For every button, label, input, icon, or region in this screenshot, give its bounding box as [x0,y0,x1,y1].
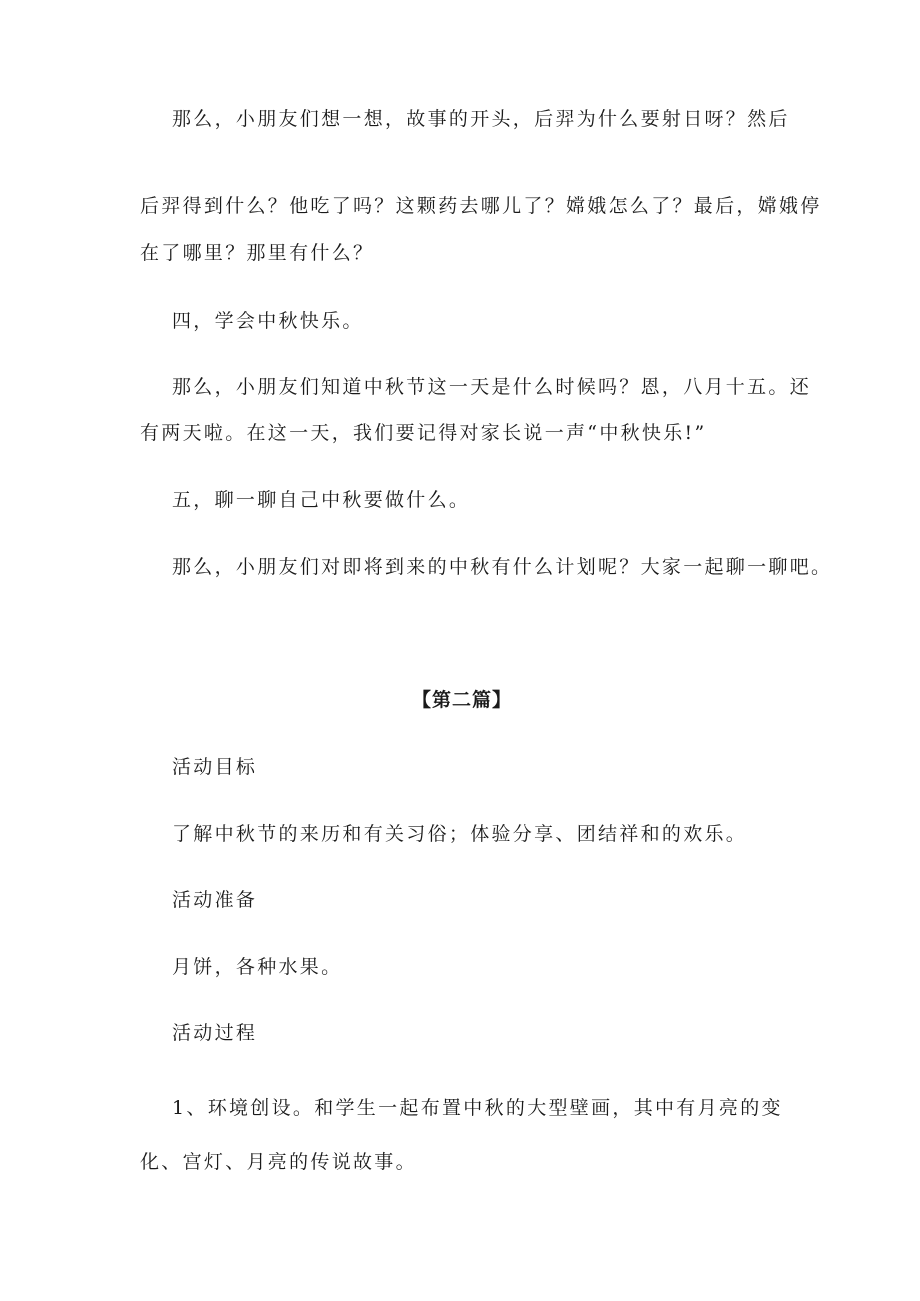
paragraph-line: 1、环境创设。和学生一起布置中秋的大型壁画，其中有月亮的变 [172,1097,783,1119]
section-heading: 活动准备 [172,889,258,911]
paragraph-line: 月饼，各种水果。 [172,956,343,978]
paragraph-line: 那么，小朋友们知道中秋节这一天是什么时候吗？恩，八月十五。还 [172,376,812,398]
paragraph-line: 那么，小朋友们对即将到来的中秋有什么计划呢？大家一起聊一聊吧。 [172,556,833,578]
paragraph-line: 那么，小朋友们想一想，故事的开头，后羿为什么要射日呀？然后 [172,108,790,130]
paragraph-line: 五，聊一聊自己中秋要做什么。 [172,489,471,511]
paragraph-line: 化、宫灯、月亮的传说故事。 [140,1151,417,1173]
paragraph-line: 后羿得到什么？他吃了吗？这颗药去哪儿了？嫦娥怎么了？最后，嫦娥停 [140,195,822,217]
paragraph-line: 有两天啦。在这一天，我们要记得对家长说一声“中秋快乐!” [140,422,707,444]
paragraph-line: 四，学会中秋快乐。 [172,310,364,332]
paragraph-line: 在了哪里？那里有什么？ [140,242,375,264]
section-title: 【第二篇】 [412,689,513,711]
section-heading: 活动过程 [172,1022,258,1044]
section-heading: 活动目标 [172,756,258,778]
paragraph-line: 了解中秋节的来历和有关习俗；体验分享、团结祥和的欢乐。 [172,823,748,845]
